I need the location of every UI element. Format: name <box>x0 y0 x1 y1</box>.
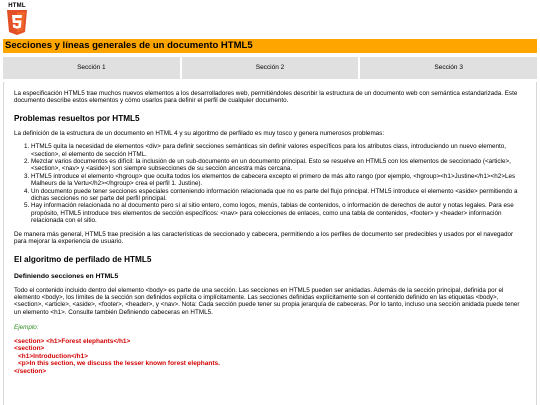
subheading-definiendo: Definiendo secciones en HTML5 <box>14 272 119 280</box>
problems-list <box>14 143 526 224</box>
list-item: 3. HTML5 introduce el elemento <hgroup> que oculta todos los elementos de cabecera excepto el primero de más alto rango (por ejemplo, <hgroup><h1>Justine</h1><h2>Les Malheurs de la Vertu</h2></hgroup> crea el perfil 1. Justine). <box>31 173 526 188</box>
code-example <box>14 338 526 376</box>
logo-text: HTML <box>8 3 26 9</box>
html5-shield-icon <box>6 10 28 36</box>
section-heading-problemas: Problemas resueltos por HTML5 <box>14 113 140 123</box>
code-line: <h1>Introduction</h1> <box>18 352 89 360</box>
code-line: <section> <h1>Forest elephants</h1> <box>14 337 131 345</box>
section-heading-algoritmo: El algoritmo de perfilado de HTML5 <box>14 254 152 264</box>
section-closing: De manera más general, HTML5 trae precisión a las características de seccionado y cabecera, permitiendo a los perfiles de documento ser predecibles y usados por el navegador para mejorar la experiencia de usuario. <box>14 230 514 246</box>
list-item: 2. Mezclar varios documentos es difícil: la inclusión de un sub-documento en un documento principal. Esto se resuelve en HTML5 con los elementos de seccionado (<article>, <section>, <nav> y <aside>) son siempre subsecciones de su sección ancestra más cercana. <box>31 158 526 173</box>
section-body: Todo el contenido incluido dentro del elemento <body> es parte de una sección. Las secciones en HTML5 pueden ser anidadas. Además de la sección principal, definida por el elemento <body>, los límites de la sección son definidos explícita o implícitamente. Las secciones definidas explícitamente son el contenido definido en las etiquetas <body>, <section>, <article>, <aside>, <footer>, <header>, y <nav>. Nota: Cada sección puede tener su propia jerarquía de cabeceras. Por lo tanto, incluso una sección anidada puede tener un elemento <h1>. Consulte también Definiendo cabeceras en HTML5. <box>14 286 520 316</box>
code-line: </section> <box>14 367 47 375</box>
tab-seccion-1[interactable]: Sección 1 <box>3 57 180 79</box>
tab-seccion-3[interactable]: Sección 3 <box>360 57 537 79</box>
code-line: <p>In this section, we discuss the lesser known forest elephants. <box>18 360 220 368</box>
list-item: 5. Hay información relacionada no al documento pero sí al sitio entero, como logos, menús, tablas de contenidos, o información de derechos de autor y notas legales. Para ese propósito, HTML5 introduce tres elementos de sección específicos: <nav> para colecciones de enlaces, como una tabla de contenidos, <footer> y <header> información relacionada con el sitio. <box>31 202 526 224</box>
article-content <box>3 82 537 405</box>
intro-paragraph: La especificación HTML5 trae muchos nuevos elementos a los desarrolladores web, permitiéndoles describir la estructura de un documento web con semántica estandarizada. Este documento describe estos elementos y cómo usarlos para definir el perfil de cualquier documento. <box>14 90 518 105</box>
page-title: Secciones y líneas generales de un documento HTML5 <box>3 39 537 53</box>
html5-logo <box>6 3 28 37</box>
section-tabs <box>3 57 537 79</box>
list-item: 1. HTML5 quita la necesidad de elementos <div> para definir secciones semánticas sin definir valores específicos para los atributos class, introduciendo un nuevo elemento, <section>, el elemento de sección HTML. <box>31 143 526 158</box>
example-label: Ejemplo: <box>14 324 39 332</box>
list-item: 4. Un documento puede tener secciones especiales conteniendo información relacionada que no es parte del flujo principal. HTML5 introduce el elemento <aside> permitiendo a dichas secciones no ser parte del perfil principal. <box>31 188 526 203</box>
tab-seccion-2[interactable]: Sección 2 <box>182 57 359 79</box>
code-line: <section> <box>14 345 45 353</box>
section-lead: La definición de la estructura de un documento en HTML 4 y su algoritmo de perfilado es muy tosco y genera numerosos problemas: <box>14 129 385 137</box>
